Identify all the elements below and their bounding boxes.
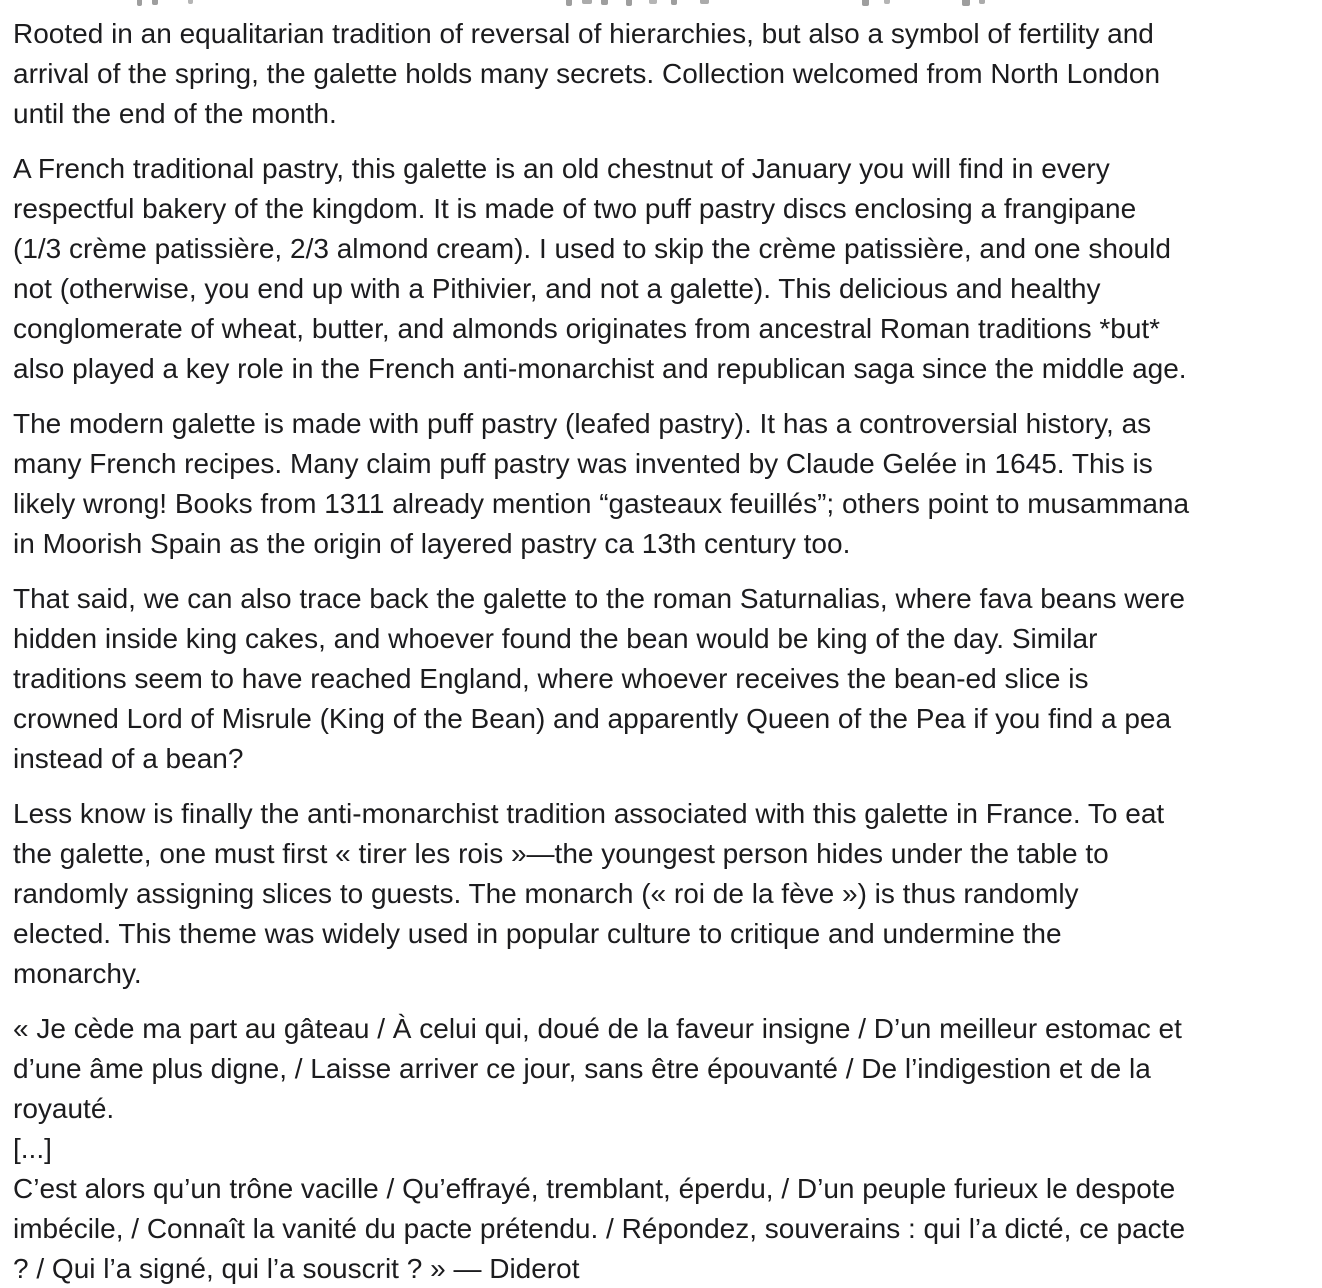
text-remnant-mark — [582, 0, 592, 4]
text-line: Less know is finally the anti-monarchist tradition associated with this galette in France. To eat — [13, 798, 1165, 829]
text-line: respectful bakery of the kingdom. It is made of two puff pastry discs enclosing a frangipane — [13, 193, 1137, 224]
text-line: C’est alors qu’un trône vacille / Qu’effrayé, tremblant, éperdu, / D’un peuple furieux le despote — [13, 1173, 1176, 1204]
paragraphs-container — [13, 14, 1309, 1288]
text-line: imbécile, / Connaît la vanité du pacte prétendu. / Répondez, souverains : qui l’a dicté, ce pacte — [13, 1213, 1186, 1244]
text-line: hidden inside king cakes, and whoever found the bean would be king of the day. Similar — [13, 623, 1098, 654]
text-line: (1/3 crème patissière, 2/3 almond cream). I used to skip the crème patissière, and one should — [13, 233, 1171, 264]
text-line: traditions seem to have reached England, where whoever receives the bean-ed slice is — [13, 663, 1089, 694]
text-line: instead of a bean? — [13, 743, 244, 774]
text-line: likely wrong! Books from 1311 already mention “gasteaux feuillés”; others point to musammana — [13, 488, 1190, 519]
text-remnant-mark — [884, 0, 890, 4]
text-line: randomly assigning slices to guests. The monarch (« roi de la fève ») is thus randomly — [13, 878, 1079, 909]
text-line: The modern galette is made with puff pastry (leafed pastry). It has a controversial history, as — [13, 408, 1152, 439]
text-remnant-mark — [601, 0, 608, 5]
text-line: not (otherwise, you end up with a Pithivier, and not a galette). This delicious and healthy — [13, 273, 1101, 304]
text-line: the galette, one must first « tirer les rois »—the youngest person hides under the table to — [13, 838, 1109, 869]
text-line: conglomerate of wheat, butter, and almonds originates from ancestral Roman traditions *but* — [13, 313, 1161, 344]
text-remnant-mark — [152, 0, 158, 5]
text-line: many French recipes. Many claim puff pastry was invented by Claude Gelée in 1645. This is — [13, 448, 1153, 479]
paragraph — [13, 1009, 1309, 1288]
text-line: monarchy. — [13, 958, 142, 989]
text-remnant-mark — [188, 0, 193, 4]
text-line: That said, we can also trace back the galette to the roman Saturnalias, where fava beans were — [13, 583, 1185, 614]
text-line: crowned Lord of Misrule (King of the Bean) and apparently Queen of the Pea if you find a pea — [13, 703, 1172, 734]
text-line: [...] — [13, 1133, 52, 1164]
text-remnant-mark — [649, 0, 657, 4]
text-remnant-mark — [626, 0, 632, 6]
text-remnant-mark — [979, 0, 985, 4]
text-remnant-mark — [862, 0, 869, 6]
text-line: also played a key role in the French anti-monarchist and republican saga since the middle age. — [13, 353, 1187, 384]
text-remnant-mark — [962, 0, 970, 6]
paragraph — [13, 579, 1309, 779]
text-remnant-mark — [566, 0, 572, 6]
paragraph — [13, 149, 1309, 389]
text-remnant-mark — [137, 0, 142, 6]
text-line: « Je cède ma part au gâteau / À celui qui, doué de la faveur insigne / D’un meilleur estomac et — [13, 1013, 1182, 1044]
text-line: d’une âme plus digne, / Laisse arriver ce jour, sans être épouvanté / De l’indigestion et de la — [13, 1053, 1151, 1084]
text-line: Rooted in an equalitarian tradition of reversal of hierarchies, but also a symbol of fertility and — [13, 18, 1154, 49]
paragraph — [13, 14, 1309, 134]
text-line: elected. This theme was widely used in popular culture to critique and undermine the — [13, 918, 1062, 949]
text-remnant-mark — [700, 0, 709, 4]
text-remnant-mark — [671, 0, 677, 5]
clipped-text-line — [13, 0, 1309, 14]
text-line: ? / Qui l’a signé, qui l’a souscrit ? » — Diderot — [13, 1253, 580, 1284]
paragraph — [13, 404, 1309, 564]
text-line: royauté. — [13, 1093, 115, 1124]
text-line: until the end of the month. — [13, 98, 337, 129]
paragraph — [13, 794, 1309, 994]
text-line: in Moorish Spain as the origin of layered pastry ca 13th century too. — [13, 528, 851, 559]
text-line: A French traditional pastry, this galette is an old chestnut of January you will find in every — [13, 153, 1110, 184]
text-line: arrival of the spring, the galette holds many secrets. Collection welcomed from North London — [13, 58, 1161, 89]
